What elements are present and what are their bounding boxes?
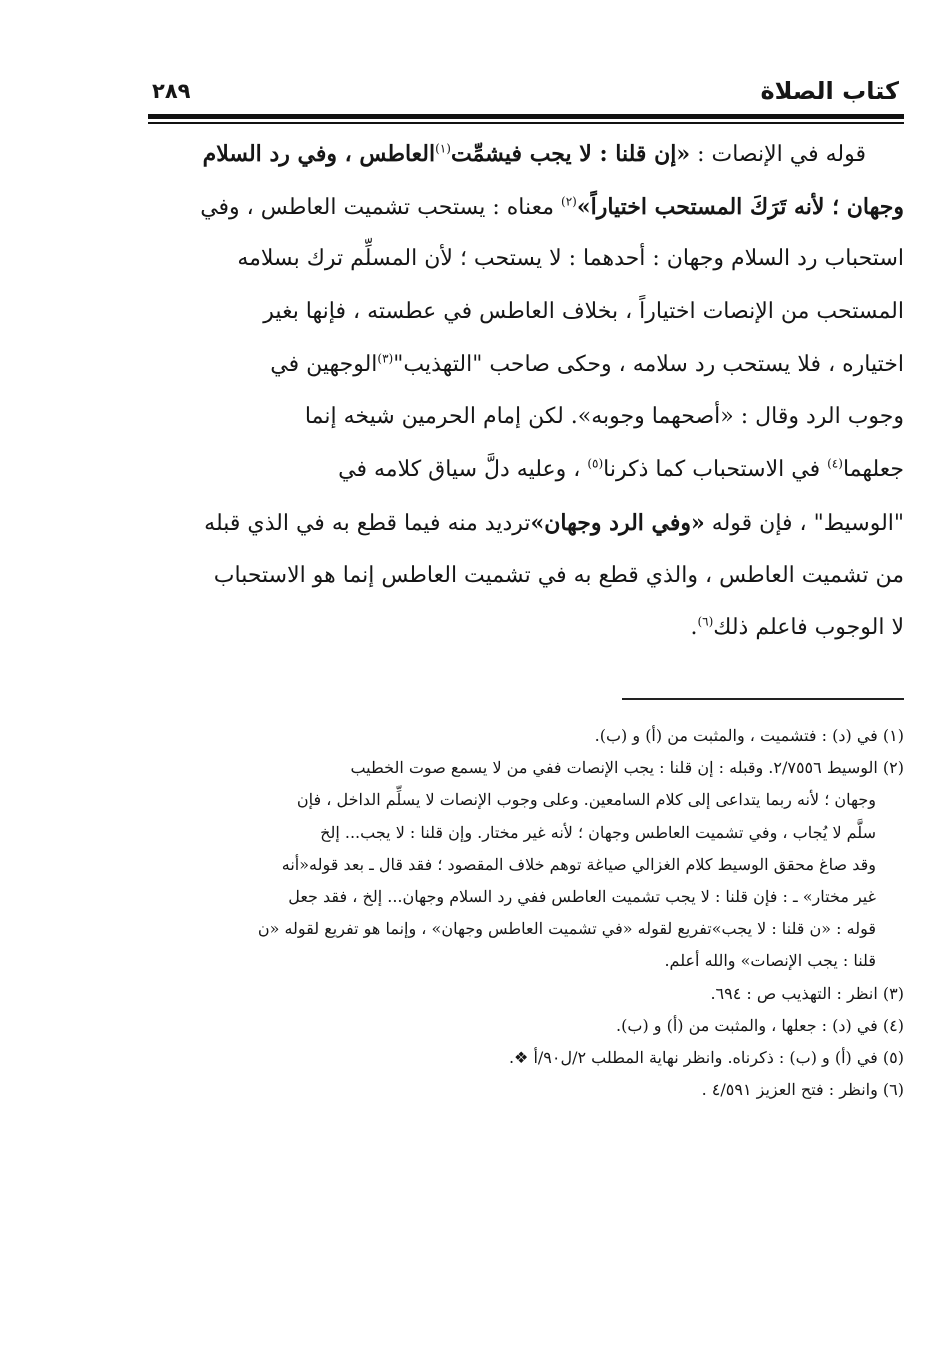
footnote-line: (٦) وانظر : فتح العزيز ٤/٥٩١ . xyxy=(701,1080,904,1100)
footnotes xyxy=(150,720,904,1106)
footnote-line: (٢) الوسيط ٢/٧٥٥٦. وقبله : إن قلنا : يجب الإنصات ففي من لا يسمع صوت الخطيب xyxy=(350,758,904,778)
quoted-text: وجهان ؛ لأنه تَرَكَ المستحب اختياراً» xyxy=(576,193,904,220)
quoted-text: العاطس ، وفي رد السلام xyxy=(202,141,436,167)
text-line xyxy=(150,391,904,444)
text-line xyxy=(150,181,904,234)
footnote-line: سلَّم لا يُجاب ، وفي تشميت العاطس وجهان ؛ لأنه غير مختار. وإن قلنا : لا يجب... إلخ xyxy=(320,822,876,842)
text-line xyxy=(150,286,904,339)
text-line xyxy=(150,602,904,655)
footnote-marker: (٣) xyxy=(377,351,394,366)
text-run: معناه : يستحب تشميت العاطس ، وفي xyxy=(200,194,562,220)
text-line xyxy=(150,233,904,286)
text-run: في الاستحباب كما ذكرنا xyxy=(603,457,828,483)
running-header xyxy=(150,74,899,114)
text-run: ترديد منه فيما قطع به في الذي قبله xyxy=(204,510,531,536)
footnote-marker: (١) xyxy=(435,141,451,156)
footnote-line: غير مختار» ـ : فإن قلنا : لا يجب تشميت العاطس ففي رد السلام وجهان... إلخ ، فقد جعل xyxy=(288,886,876,906)
text-line xyxy=(150,128,904,181)
text-line xyxy=(150,550,904,603)
footnote-marker: (٥) xyxy=(587,456,604,471)
footnote-line: قلنا : يجب الإنصات» والله أعلم. xyxy=(664,951,876,971)
text-run: جعلهما xyxy=(842,457,904,483)
footnote-line: (١) في (د) : فتشميت ، والمثبت من (أ) و (ب). xyxy=(594,726,904,745)
footnote-line: قوله : «ن قلنا : لا يجب»تفريع لقوله «في تشميت العاطس وجهان» ، وإنما هو تفريع لقوله «ن xyxy=(257,919,876,939)
footnote-line: (٣) انظر : التهذيب ص : ٦٩٤. xyxy=(710,983,904,1003)
text-run: المستحب من الإنصات اختياراً ، بخلاف العاطس في عطسته ، فإنها بغير xyxy=(263,299,904,325)
footnote-line: وقد صاغ محقق الوسيط كلام الغزالي صياغة توهم خلاف المقصود ؛ فقد قال ـ بعد قوله«أنه xyxy=(281,854,876,874)
text-run: ، وعليه دلَّ سياق كلامه في xyxy=(338,457,588,483)
text-run: استحباب رد السلام وجهان : أحدهما : لا يستحب ؛ لأن المسلِّم ترك بسلامه xyxy=(237,246,904,272)
footnote-line: وجهان ؛ لأنه ربما يتداعى إلى كلام السامعين. وعلى وجوب الإنصات لا يسلِّم الداخل ، فإن xyxy=(296,790,876,810)
text-run: من تشميت العاطس ، والذي قطع به في تشميت العاطس إنما هو الاستحباب xyxy=(213,562,904,588)
quoted-text: «إن قلنا : لا يجب فيشمِّت xyxy=(450,141,691,167)
main-text xyxy=(150,128,904,655)
footnote-marker: (٦) xyxy=(697,614,714,629)
header-rule-thick xyxy=(148,114,904,119)
text-run: "الوسيط" ، فإن قوله xyxy=(704,510,904,536)
text-run: اختياره ، فلا يستحب رد سلامه ، وحكى صاحب "التهذيب" xyxy=(393,351,904,377)
footnote-line: (٤) في (د) : جعلها ، والمثبت من (أ) و (ب). xyxy=(616,1015,904,1035)
page-number: ٢٨٩ xyxy=(152,79,191,103)
footnote-marker: (٢) xyxy=(561,194,577,209)
text-run: . xyxy=(690,615,698,641)
text-line xyxy=(150,497,904,550)
footnote-line: (٥) في (أ) و (ب) : ذكرناه. وانظر نهاية المطلب ٢/ل٩٠/أ ❖. xyxy=(508,1047,904,1067)
text-run: لا الوجوب فاعلم ذلك xyxy=(713,615,904,641)
text-run: قوله في الإنصات : xyxy=(690,142,866,167)
text-line xyxy=(150,444,904,497)
footnote-separator xyxy=(622,698,904,700)
text-run: الوجهين في xyxy=(270,351,378,377)
quoted-text: «وفي الرد وجهان» xyxy=(530,509,705,536)
footnote-marker: (٤) xyxy=(827,456,843,471)
header-rule-thin xyxy=(148,122,904,124)
book-title: كتاب الصلاة xyxy=(760,77,899,105)
text-run: وجوب الرد وقال : «أصحهما وجوبه». لكن إمام الحرمين شيخه إنما xyxy=(304,404,904,430)
text-line xyxy=(150,339,904,392)
